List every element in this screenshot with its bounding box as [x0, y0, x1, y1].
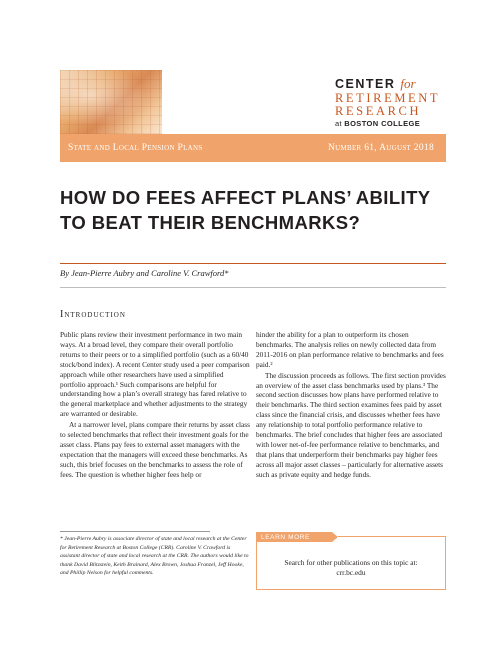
logo-for: for [400, 76, 416, 91]
paragraph: The discussion proceeds as follows. The first section provides an overview of the asset class benchmarks used by plans.³ The second section discusses how plans have performed relative to their benchmarks. The third section examines fees paid by asset class since the financial crisis, and discusses whether fees have any relationship to total portfolio performance relative to benchmarks. The brief concludes that higher fees are associated with lower net-of-fee performance relative to benchmarks, and that plans that underperform their benchmarks pay higher fees across all major asset classes – particularly for alternative assets such as private equity and hedge funds. [256, 370, 446, 479]
learn-more-text [256, 558, 446, 578]
learn-more-badge: LEARN MORE [256, 532, 332, 542]
logo-at: at [335, 119, 342, 128]
footnote: * Jean-Pierre Aubry is associate director of state and local research at the Center for Retirement Research at Boston College (CRR). Caroline V. Crawford is assistant director of state and local research at the CRR. The authors would like to thank David Blitzstein, Keith Brainard, Alex Brown, Joshua Franzel, Jeff Hooke, and Phillip Nelson for helpful comments. [60, 536, 249, 577]
byline: By Jean-Pierre Aubry and Caroline V. Crawford* [60, 268, 229, 278]
page-title: HOW DO FEES AFFECT PLANS’ ABILITY TO BEAT THEIR BENCHMARKS? [60, 187, 431, 233]
learn-more-header [256, 532, 446, 542]
paragraph: At a narrower level, plans compare their returns by asset class to selected benchmarks that reflect their investment goals for the asset class. Plans pay fees to external asset managers with the expectation that the managers will exceed these benchmarks. As such, this brief focuses on the benchmarks to assess the role of fees. The question is whether higher fees help or [60, 420, 250, 479]
series-label: State and Local Pension Plans [68, 143, 203, 153]
learn-more-link[interactable]: crr.bc.edu [336, 568, 366, 577]
header-photo [60, 70, 162, 134]
logo-college-line [335, 119, 447, 128]
logo-line-center [335, 76, 447, 92]
left-column [60, 330, 250, 480]
title-rule [60, 263, 446, 264]
byline-rule [60, 287, 446, 288]
logo-college: BOSTON COLLEGE [344, 119, 421, 128]
header-photo-texture [60, 70, 162, 134]
learn-more-desc: Search for other publications on this topic at: [284, 558, 418, 567]
logo-research: RESEARCH [335, 104, 422, 118]
logo-retirement: RETIREMENT [335, 91, 441, 105]
paragraph: hinder the ability for a plan to outperform its chosen benchmarks. The analysis relies on newly collected data from 2011-2016 on plan performance relative to benchmarks and fees paid.² [256, 330, 444, 369]
section-heading: Introduction [60, 309, 126, 320]
paragraph: Public plans review their investment performance in two main ways. At a broad level, they compare their overall portfolio returns to their peers or to a simplified portfolio (such as a 60/40 stock/bond index). A recent Center study used a peer comparison approach while other researchers have used a simplified portfolio approach.¹ Such comparisons are helpful for understanding how a plan’s overall strategy has fared relative to the general marketplace and whether adjustments to the strategy are warranted or desirable. [60, 330, 250, 419]
series-band [60, 134, 446, 162]
logo-center: CENTER [335, 77, 396, 91]
issue-label: Number 61, August 2018 [327, 143, 434, 153]
footnote-rule [60, 531, 210, 532]
crr-logo [335, 76, 447, 128]
right-column [256, 330, 446, 480]
learn-more-line [338, 536, 446, 537]
